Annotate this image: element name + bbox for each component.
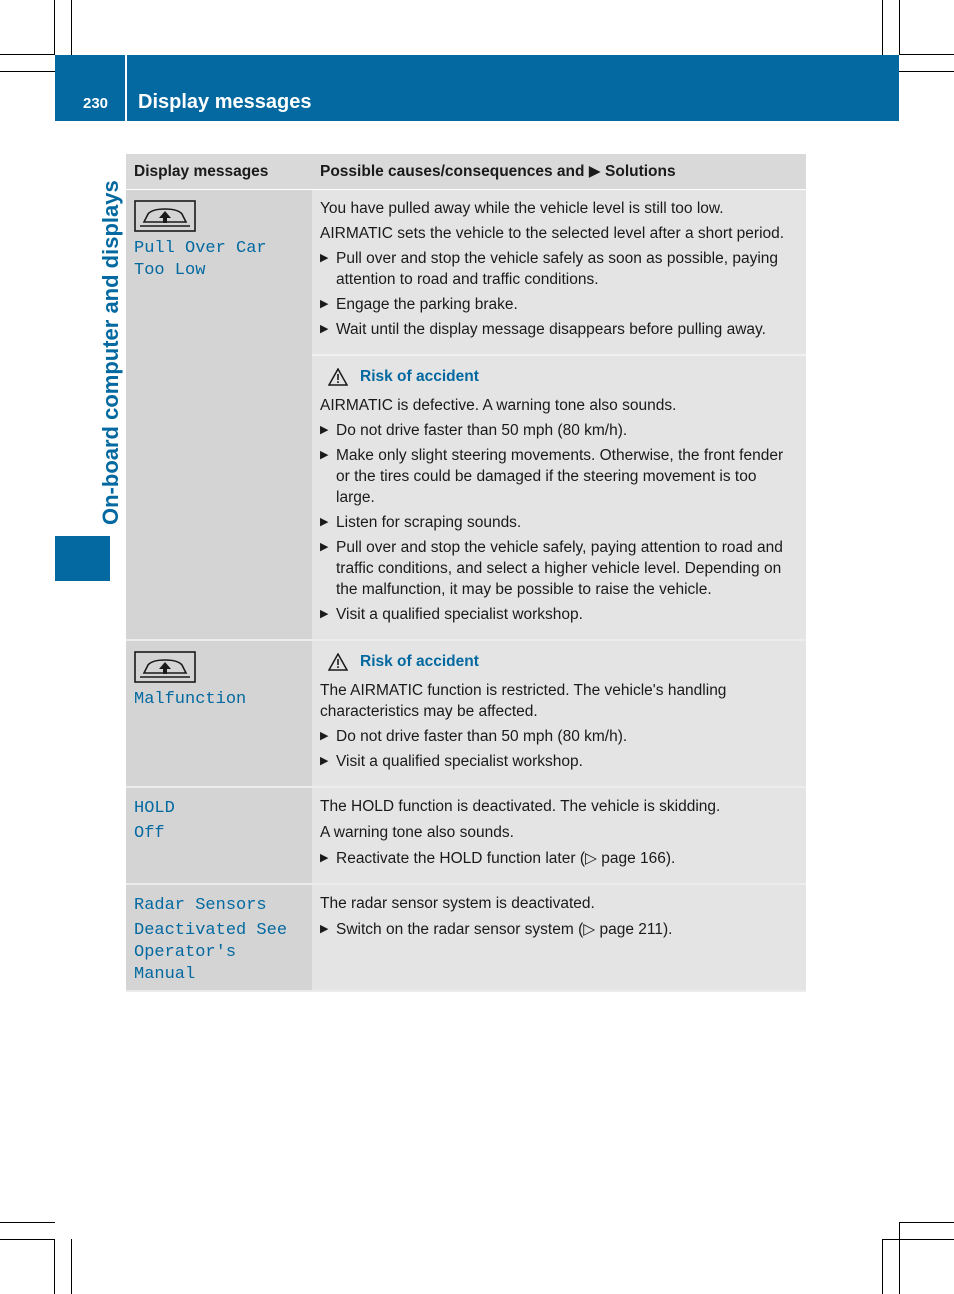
display-messages-table [126,154,806,992]
paragraph: AIRMATIC sets the vehicle to the selected level after a short period. [320,225,785,242]
arrow-icon: ▶ [320,323,329,335]
list-item [320,848,799,869]
message-cell [126,640,312,787]
step-text: Do not drive faster than 50 mph (80 km/h). [336,728,628,745]
arrow-icon: ▶ [320,424,329,436]
paragraph: A warning tone also sounds. [320,824,514,841]
page-number: 230 [83,95,109,112]
warning-triangle-icon [328,368,348,386]
solution-block [312,788,806,883]
page-title: Display messages [138,91,312,113]
car-level-up-icon [134,200,196,232]
table-row [126,640,806,787]
solution-cell [312,884,806,991]
column-header-solutions: Possible causes/consequences and ▶ Solutions [312,154,806,190]
list-item [320,919,799,940]
warning-triangle-icon [328,653,348,671]
crop-mark [899,1222,900,1294]
step-text: Visit a qualified specialist workshop. [336,606,583,623]
arrow-icon: ▶ [320,252,329,264]
chapter-title: On-board computer and displays [98,180,123,525]
crop-mark [71,0,72,55]
display-message-line: Radar Sensors [134,896,267,915]
crop-mark [0,54,55,55]
step-text: Do not drive faster than 50 mph (80 km/h). [336,422,628,439]
display-message: Pull Over Car Too Low [134,239,267,280]
paragraph: The HOLD function is deactivated. The vehicle is skidding. [320,798,721,815]
header-divider [125,55,127,121]
crop-mark [882,1239,883,1294]
step-text: Listen for scraping sounds. [336,514,522,531]
page-header [55,55,899,121]
crop-mark [0,1239,55,1240]
solution-block [312,885,806,954]
step-text: Pull over and stop the vehicle safely as soon as possible, paying attention to road and traffic conditions. [336,250,779,288]
message-cell [126,884,312,991]
crop-mark [899,0,900,55]
warning-text: Risk of accident [360,653,479,670]
warning-text: Risk of accident [360,368,479,385]
solution-block [312,190,806,354]
arrow-icon: ▶ [320,516,329,528]
step-text: Visit a qualified specialist workshop. [336,753,583,770]
display-message: Malfunction [134,690,247,709]
solution-cell [312,640,806,787]
solution-cell [312,787,806,884]
step-text: Engage the parking brake. [336,296,518,313]
step-text: Reactivate the HOLD function later (▷ page 166). [336,850,676,867]
crop-mark [54,0,55,55]
crop-mark [71,1239,72,1294]
paragraph: The AIRMATIC function is restricted. The vehicle's handling characteristics may be affected. [320,682,727,720]
crop-mark [882,1239,954,1240]
crop-mark [899,71,954,72]
list-item [320,751,799,772]
crop-mark [899,54,954,55]
step-text: Pull over and stop the vehicle safely, paying attention to road and traffic conditions, and select a higher vehicle level. Depending on the malfunction, it may be possible to raise the vehicle. [336,539,783,598]
warning-block [312,641,806,786]
chapter-tab [55,536,110,581]
column-header-messages: Display messages [126,154,312,190]
warning-heading [320,366,799,387]
table-header-row [126,154,806,190]
message-cell [126,787,312,884]
list-item [320,537,799,600]
list-item [320,294,799,315]
step-text: Wait until the display message disappears before pulling away. [336,321,766,338]
solution-cell [312,190,806,641]
paragraph: AIRMATIC is defective. A warning tone also sounds. [320,397,677,414]
crop-mark [899,1222,954,1223]
paragraph: You have pulled away while the vehicle level is still too low. [320,200,724,217]
warning-block [312,354,806,639]
display-message-line: Operator's Manual [134,943,237,984]
table-row [126,787,806,884]
list-item [320,420,799,441]
display-message-line: HOLD [134,799,175,818]
table-row [126,190,806,641]
message-cell [126,190,312,641]
crop-mark [54,1239,55,1294]
display-message-line: Deactivated See [134,921,288,940]
car-level-up-icon [134,651,196,683]
paragraph: The radar sensor system is deactivated. [320,895,595,912]
step-text: Switch on the radar sensor system (▷ page 211). [336,921,673,938]
arrow-icon: ▶ [320,730,329,742]
crop-mark [0,71,55,72]
step-text: Make only slight steering movements. Otherwise, the front fender or the tires could be damaged if the steering movement is too large. [336,447,784,506]
arrow-icon: ▶ [320,923,329,935]
arrow-icon: ▶ [320,449,329,461]
table-row [126,884,806,991]
list-item [320,248,799,290]
list-item [320,512,799,533]
list-item [320,604,799,625]
warning-heading [320,651,799,672]
arrow-icon: ▶ [320,608,329,620]
crop-mark [882,0,883,55]
arrow-icon: ▶ [320,298,329,310]
list-item [320,319,799,340]
list-item [320,445,799,508]
arrow-icon: ▶ [320,541,329,553]
arrow-icon: ▶ [320,852,329,864]
arrow-icon: ▶ [320,755,329,767]
list-item [320,726,799,747]
crop-mark [0,1222,55,1223]
display-message-line: Off [134,824,165,843]
